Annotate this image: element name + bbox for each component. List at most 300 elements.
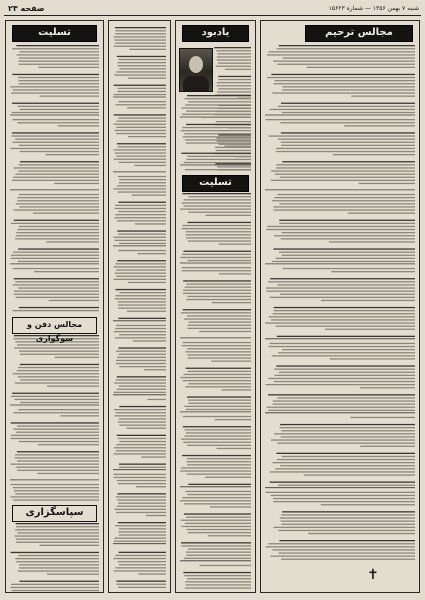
text-line <box>277 336 415 337</box>
text-line <box>117 506 166 507</box>
text-line <box>20 402 99 403</box>
text-line <box>186 432 251 433</box>
text-line <box>182 455 251 456</box>
text-line <box>118 117 166 118</box>
text-line <box>219 244 251 245</box>
text-line <box>38 444 99 445</box>
text-line <box>270 482 415 483</box>
text-line <box>19 164 99 165</box>
text-line <box>12 48 99 49</box>
text-line <box>119 564 166 565</box>
text-line <box>268 378 415 379</box>
text-line <box>187 458 251 459</box>
text-line <box>119 162 166 163</box>
column-remembrance <box>175 20 256 593</box>
text-line <box>113 237 166 238</box>
text-line <box>113 474 166 475</box>
text-line <box>188 548 251 549</box>
text-line <box>11 92 99 93</box>
text-line <box>114 39 166 40</box>
text-line <box>60 415 99 416</box>
text-line <box>116 325 166 326</box>
text-line <box>277 194 415 195</box>
text-line <box>115 27 166 28</box>
text-line <box>214 47 251 48</box>
text-line <box>13 487 99 488</box>
body-text-placeholder <box>176 21 255 592</box>
text-line <box>281 132 415 133</box>
text-line <box>127 311 166 312</box>
text-line <box>117 260 166 261</box>
text-line <box>218 76 251 77</box>
text-line <box>17 122 99 123</box>
text-line <box>17 229 99 230</box>
text-line <box>265 384 415 385</box>
text-line <box>14 294 99 295</box>
text-line <box>186 124 251 125</box>
text-line <box>117 389 166 390</box>
text-line <box>58 125 99 126</box>
text-line <box>187 555 251 556</box>
text-line <box>118 561 166 562</box>
text-line <box>187 445 251 446</box>
text-line <box>278 352 415 353</box>
text-line <box>10 148 99 149</box>
text-line <box>113 188 166 189</box>
condolence-heading: تسلیت <box>12 25 97 42</box>
text-line <box>272 200 415 201</box>
text-line <box>183 342 251 343</box>
text-line <box>282 456 415 457</box>
text-line <box>211 361 251 362</box>
text-line <box>15 454 99 455</box>
text-line <box>14 291 99 292</box>
text-line <box>281 145 415 146</box>
text-line <box>18 367 99 368</box>
text-line <box>136 486 166 487</box>
text-line <box>183 416 251 417</box>
text-line <box>13 429 99 430</box>
page-number: صفحه ۲۳ <box>8 4 45 13</box>
text-line <box>273 527 415 528</box>
text-line <box>18 77 99 78</box>
text-line <box>11 223 99 224</box>
text-line <box>129 49 166 50</box>
column-memorial-services <box>260 20 420 593</box>
text-line <box>186 231 251 232</box>
text-line <box>49 300 99 301</box>
text-line <box>118 211 166 212</box>
text-line <box>11 496 99 497</box>
text-line <box>266 229 415 230</box>
text-line <box>187 464 251 465</box>
text-line <box>119 464 166 465</box>
text-line <box>275 174 415 175</box>
text-line <box>39 545 99 546</box>
text-line <box>350 417 415 418</box>
text-line <box>217 448 251 449</box>
text-line <box>282 232 415 233</box>
text-line <box>20 151 99 152</box>
text-line <box>116 351 166 352</box>
text-line <box>184 133 251 134</box>
text-line <box>275 80 415 81</box>
cross-symbol: ✝ <box>367 567 379 583</box>
text-line <box>114 409 166 410</box>
text-line <box>267 291 415 292</box>
text-line <box>183 251 251 252</box>
text-line <box>117 191 166 192</box>
text-line <box>267 407 415 408</box>
text-line <box>180 377 251 378</box>
text-line <box>19 206 99 207</box>
text-line <box>13 268 99 269</box>
text-line <box>183 205 251 206</box>
text-line <box>118 421 166 422</box>
text-line <box>18 570 99 571</box>
text-line <box>118 522 166 523</box>
text-line <box>12 180 99 181</box>
text-line <box>186 409 251 410</box>
text-line <box>188 240 251 241</box>
text-line <box>20 379 99 380</box>
text-line <box>281 559 415 560</box>
text-line <box>182 127 251 128</box>
text-line <box>216 137 251 138</box>
text-line <box>119 552 166 553</box>
text-line <box>181 107 251 108</box>
text-line <box>218 79 251 80</box>
text-line <box>11 258 99 259</box>
text-line <box>272 92 415 93</box>
text-line <box>217 82 251 83</box>
text-line <box>16 297 99 298</box>
text-line <box>141 456 166 457</box>
text-line <box>19 64 99 65</box>
text-line <box>187 156 251 157</box>
text-line <box>188 325 251 326</box>
text-line <box>282 511 415 512</box>
text-line <box>276 167 415 168</box>
text-line <box>188 371 251 372</box>
text-line <box>18 261 99 262</box>
text-line <box>218 63 251 64</box>
text-line <box>268 281 415 282</box>
funeral-mourning-heading: مجالس دفن و سوگواری <box>12 317 97 334</box>
text-line <box>280 122 415 123</box>
text-line <box>188 222 251 223</box>
text-line <box>17 200 99 201</box>
text-line <box>278 530 415 531</box>
text-line <box>181 312 251 313</box>
portrait-face <box>189 56 203 73</box>
text-line <box>266 546 415 547</box>
text-line <box>185 98 251 99</box>
remembrance-heading: یادبود <box>182 25 249 42</box>
text-line <box>186 552 251 553</box>
text-line <box>18 376 99 377</box>
text-line <box>116 412 166 413</box>
text-line <box>274 83 415 84</box>
text-line <box>14 278 99 279</box>
text-line <box>118 250 166 251</box>
text-line <box>268 394 415 395</box>
text-line <box>270 278 415 279</box>
text-line <box>282 86 415 87</box>
text-line <box>119 68 166 69</box>
text-line <box>15 281 99 282</box>
text-line <box>279 252 415 253</box>
text-line <box>18 287 99 288</box>
text-line <box>217 91 251 92</box>
text-line <box>187 494 251 495</box>
text-line <box>267 54 415 55</box>
text-line <box>273 206 415 207</box>
text-line <box>325 329 415 330</box>
text-line <box>128 136 166 137</box>
text-line <box>18 248 99 249</box>
text-line <box>119 354 166 355</box>
text-line <box>276 453 415 454</box>
text-line <box>119 534 166 535</box>
text-line <box>282 89 415 90</box>
text-line <box>279 540 415 541</box>
text-line <box>12 119 99 120</box>
text-line <box>188 260 251 261</box>
text-line <box>19 441 99 442</box>
text-line <box>16 432 99 433</box>
text-line <box>280 424 415 425</box>
text-line <box>115 415 166 416</box>
text-line <box>182 193 251 194</box>
text-line <box>269 316 415 317</box>
text-line <box>19 83 99 84</box>
text-line <box>117 56 166 57</box>
text-line <box>135 223 166 224</box>
text-line <box>274 235 415 236</box>
text-line <box>114 382 166 383</box>
text-line <box>276 151 415 152</box>
text-line <box>118 101 166 102</box>
text-line <box>183 380 251 381</box>
text-line <box>13 310 99 311</box>
text-line <box>127 107 166 108</box>
text-line <box>183 280 251 281</box>
text-line <box>118 304 166 305</box>
text-line <box>185 491 251 492</box>
text-line <box>274 433 415 434</box>
text-line <box>199 565 251 566</box>
text-line <box>117 65 166 66</box>
text-line <box>348 213 415 214</box>
memorial-services-heading: مجالس ترحیم <box>305 25 413 42</box>
text-line <box>115 33 166 34</box>
text-line <box>128 282 166 283</box>
text-line <box>278 139 415 140</box>
text-line <box>19 351 99 352</box>
text-line <box>184 199 251 200</box>
text-line <box>185 351 251 352</box>
text-line <box>13 373 99 374</box>
text-line <box>13 252 99 253</box>
text-line <box>133 340 166 341</box>
text-line <box>46 241 99 242</box>
text-line <box>183 426 251 427</box>
text-line <box>117 230 166 231</box>
text-line <box>277 64 415 65</box>
text-line <box>116 512 166 513</box>
text-line <box>184 513 251 514</box>
text-line <box>276 326 415 327</box>
text-line <box>273 248 415 249</box>
text-line <box>182 267 251 268</box>
text-line <box>185 104 251 105</box>
text-line <box>222 389 251 390</box>
text-line <box>15 382 99 383</box>
text-line <box>281 430 415 431</box>
text-line <box>119 418 166 419</box>
text-line <box>115 567 166 568</box>
text-line <box>183 572 251 573</box>
text-line <box>333 154 415 155</box>
text-line <box>12 132 99 133</box>
text-line <box>54 183 99 184</box>
text-line <box>13 209 99 210</box>
text-line <box>217 56 251 57</box>
text-line <box>184 558 251 559</box>
text-line <box>277 48 415 49</box>
text-line <box>278 284 415 285</box>
text-line <box>116 581 166 582</box>
text-line <box>281 521 415 522</box>
text-line <box>12 142 99 143</box>
text-line <box>114 279 166 280</box>
text-line <box>187 396 251 397</box>
text-line <box>119 59 166 60</box>
text-line <box>119 292 166 293</box>
text-line <box>185 523 251 524</box>
text-line <box>188 383 251 384</box>
text-line <box>18 80 99 81</box>
text-line <box>16 526 99 527</box>
text-line <box>114 130 166 131</box>
body-text-placeholder <box>109 21 170 592</box>
text-line <box>18 555 99 556</box>
text-line <box>181 520 251 521</box>
text-line <box>13 284 99 285</box>
text-line <box>185 581 251 582</box>
text-line <box>119 366 166 367</box>
text-line <box>271 170 415 171</box>
text-line <box>10 86 99 87</box>
text-line <box>224 146 251 147</box>
text-line <box>188 532 251 533</box>
text-line <box>117 185 166 186</box>
text-line <box>185 587 251 588</box>
text-line <box>118 234 166 235</box>
text-line <box>276 258 415 259</box>
text-line <box>119 334 166 335</box>
text-line <box>360 387 415 388</box>
text-line <box>271 180 415 181</box>
text-line <box>225 69 251 70</box>
text-line <box>115 152 166 153</box>
text-line <box>331 271 415 272</box>
text-line <box>181 526 251 527</box>
text-line <box>12 590 99 591</box>
text-line <box>279 552 415 553</box>
text-line <box>273 549 415 550</box>
text-line <box>116 496 166 497</box>
text-line <box>187 578 251 579</box>
gratitude-heading: سپاسگزاری <box>12 505 97 522</box>
text-line <box>199 331 251 332</box>
text-line <box>118 301 166 302</box>
text-line <box>278 485 415 486</box>
text-line <box>274 209 415 210</box>
text-line <box>117 480 166 481</box>
text-line <box>281 103 415 104</box>
text-line <box>269 51 415 52</box>
text-line <box>47 386 99 387</box>
portrait-suit <box>183 76 209 91</box>
text-line <box>210 506 251 507</box>
text-line <box>13 177 99 178</box>
text-line <box>116 127 166 128</box>
text-line <box>119 182 166 183</box>
text-line <box>16 542 99 543</box>
text-line <box>47 574 99 575</box>
text-line <box>117 584 166 585</box>
text-line <box>187 95 251 96</box>
text-line <box>274 369 415 370</box>
text-line <box>11 422 99 423</box>
text-line <box>37 473 99 474</box>
text-line <box>16 561 99 562</box>
text-line <box>19 567 99 568</box>
text-line <box>19 564 99 565</box>
text-line <box>266 492 415 493</box>
text-line <box>118 88 166 89</box>
text-line <box>119 531 166 532</box>
text-line <box>266 287 415 288</box>
text-line <box>14 490 99 491</box>
text-line <box>17 370 99 371</box>
text-line <box>33 213 99 214</box>
text-line <box>307 67 415 68</box>
text-line <box>268 410 415 411</box>
text-line <box>185 386 251 387</box>
text-line <box>182 225 251 226</box>
text-line <box>11 435 99 436</box>
text-line <box>269 346 415 347</box>
text-line <box>18 170 99 171</box>
text-line <box>218 144 251 145</box>
text-line <box>321 300 415 301</box>
text-line <box>118 587 166 588</box>
text-line <box>281 524 415 525</box>
text-line <box>279 220 415 221</box>
text-line <box>274 197 415 198</box>
text-line <box>304 474 415 475</box>
text-line <box>116 276 166 277</box>
text-line <box>181 439 251 440</box>
text-line <box>114 453 166 454</box>
text-line <box>273 61 415 62</box>
text-line <box>114 149 166 150</box>
text-line <box>118 483 166 484</box>
text-line <box>188 101 251 102</box>
